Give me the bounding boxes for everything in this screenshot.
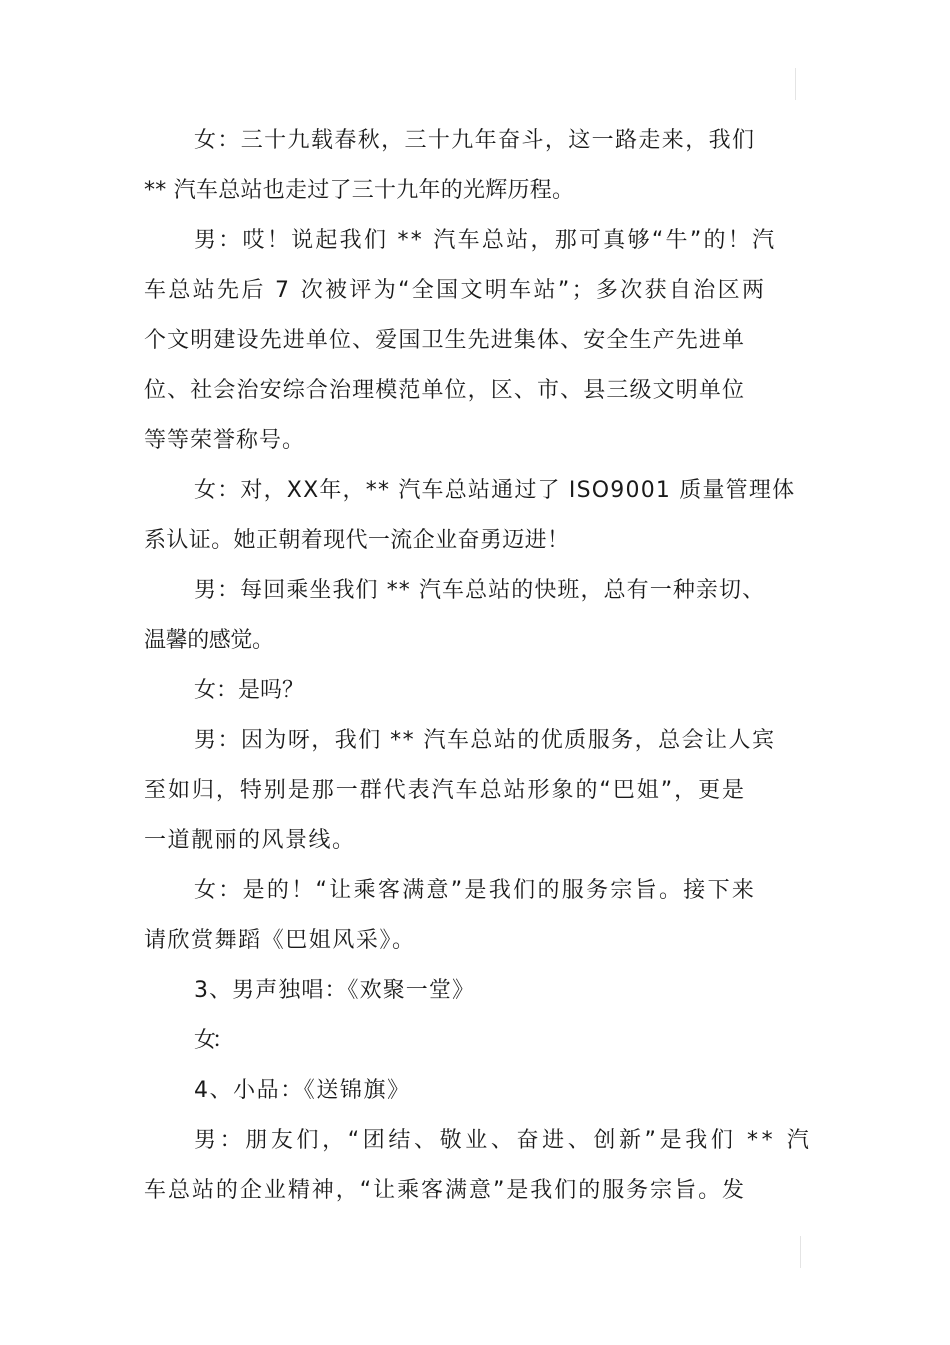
text-line: 系认证。她正朝着现代一流企业奋勇迈进！ <box>144 528 570 553</box>
page-mark-top-right <box>795 68 796 100</box>
text-line: 男：朋友们，“团结、敬业、奋进、创新”是我们 ** 汽 <box>194 1128 813 1153</box>
text-line: 女：对，XX年，** 汽车总站通过了 ISO9001 质量管理体 <box>194 478 796 503</box>
text-line: 个文明建设先进单位、爱国卫生先进集体、安全生产先进单 <box>144 328 746 353</box>
text-line: 一道靓丽的风景线。 <box>144 828 356 853</box>
text-line: 女： <box>194 1028 230 1053</box>
text-line: 男：哎！说起我们 ** 汽车总站，那可真够“牛”的！汽 <box>194 228 777 253</box>
text-line: 车总站的企业精神，“让乘客满意”是我们的服务宗旨。发 <box>144 1178 747 1203</box>
text-line: 车总站先后 7 次被评为“全国文明车站”；多次获自治区两 <box>144 278 767 303</box>
text-line: 温馨的感觉。 <box>144 628 274 653</box>
text-line: 位、社会治安综合治理模范单位，区、市、县三级文明单位 <box>144 378 746 403</box>
text-line: 请欣赏舞蹈《巴姐风采》。 <box>144 928 416 953</box>
text-line: 女：是吗？ <box>194 678 305 703</box>
text-line: 男：因为呀，我们 ** 汽车总站的优质服务，总会让人宾 <box>194 728 776 753</box>
text-line: ** 汽车总站也走过了三十九年的光辉历程。 <box>144 178 575 203</box>
text-line: 4、小品：《送锦旗》 <box>194 1078 411 1103</box>
text-line: 女：是的！“让乘客满意”是我们的服务宗旨。接下来 <box>194 878 757 903</box>
page-mark-bottom-right <box>800 1236 801 1268</box>
text-line: 男：每回乘坐我们 ** 汽车总站的快班，总有一种亲切、 <box>194 578 766 603</box>
text-line: 至如归，特别是那一群代表汽车总站形象的“巴姐”，更是 <box>144 778 747 803</box>
text-line: 3、男声独唱：《欢聚一堂》 <box>194 978 476 1003</box>
text-line: 女：三十九载春秋，三十九年奋斗，这一路走来，我们 <box>194 128 756 153</box>
text-line: 等等荣誉称号。 <box>144 428 306 453</box>
